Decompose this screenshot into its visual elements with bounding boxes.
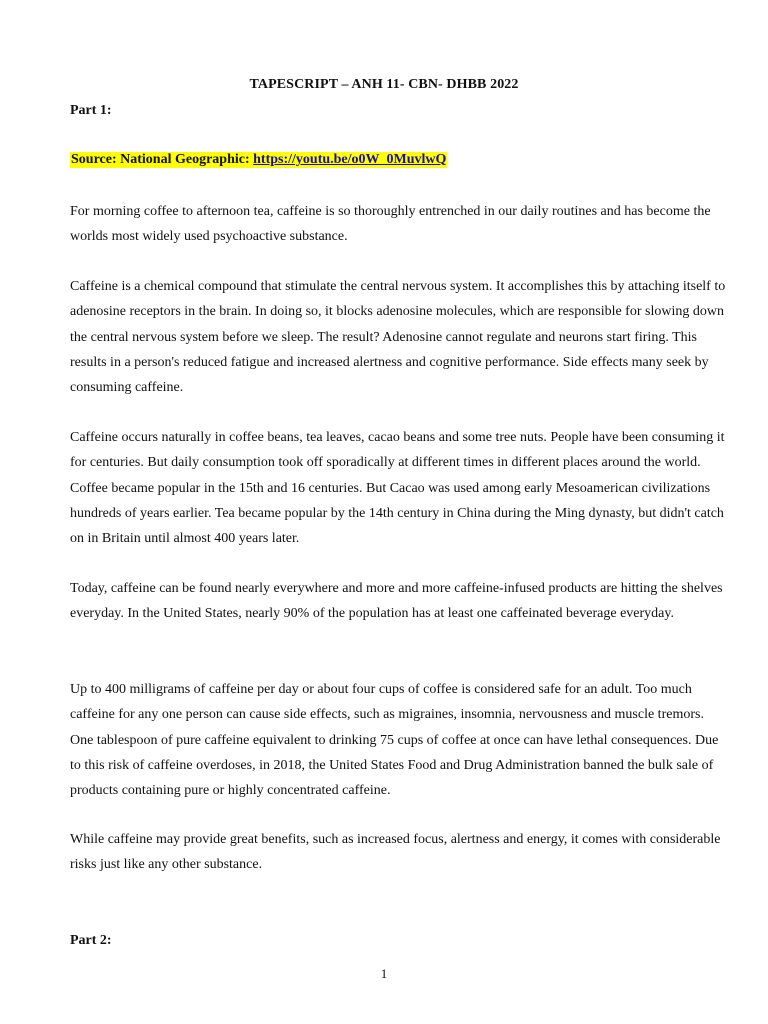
part-2-heading: Part 2: xyxy=(70,933,112,948)
source-link[interactable]: https://youtu.be/o0W_0MuvlwQ xyxy=(253,152,447,167)
paragraph-history: Caffeine occurs naturally in coffee beans, tea leaves, cacao beans and some tree nuts. People have been consuming it for centuries. But daily consumption took off sporadically at different times in different places around the world. Coffee became popular in the 15th and 16 centuries. But Cacao was used among early Mesoamerican civilizations hundreds of years earlier. Tea became popular by the 14th century in China during the Ming dynasty, but didn't catch on in Britain until almost 400 years later. xyxy=(70,430,725,547)
paragraph-conclusion: While caffeine may provide great benefits, such as increased focus, alertness and energy, it comes with considerable risks just like any other substance. xyxy=(70,832,721,873)
paragraph-intro: For morning coffee to afternoon tea, caffeine is so thoroughly entrenched in our daily routines and has become the worlds most widely used psychoactive substance. xyxy=(70,204,711,245)
document-title: TAPESCRIPT – ANH 11- CBN- DHBB 2022 xyxy=(249,77,519,92)
page-number: 1 xyxy=(380,966,388,981)
part-1-heading: Part 1: xyxy=(70,103,112,118)
paragraph-safety: Up to 400 milligrams of caffeine per day or about four cups of coffee is considered safe for an adult. Too much caffeine for any one person can cause side effects, such as migraines, insomnia, nervousness and muscle tremors. One tablespoon of pure caffeine equivalent to drinking 75 cups of coffee at once can have lethal consequences. Due to this risk of caffeine overdoses, in 2018, the United States Food and Drug Administration banned the bulk sale of products containing pure or highly concentrated caffeine. xyxy=(70,682,719,799)
source-line xyxy=(70,152,447,168)
source-label: Source: National Geographic: xyxy=(71,152,254,167)
paragraph-chemistry: Caffeine is a chemical compound that stimulate the central nervous system. It accomplishes this by attaching itself to adenosine receptors in the brain. In doing so, it blocks adenosine molecules, which are responsible for slowing down the central nervous system before we sleep. The result? Adenosine cannot regulate and neurons start firing. This results in a person's reduced fatigue and increased alertness and cognitive performance. Side effects many seek by consuming caffeine. xyxy=(70,279,726,396)
paragraph-today: Today, caffeine can be found nearly everywhere and more and more caffeine-infused products are hitting the shelves everyday. In the United States, nearly 90% of the population has at least one caffeinated beverage everyday. xyxy=(70,581,723,622)
